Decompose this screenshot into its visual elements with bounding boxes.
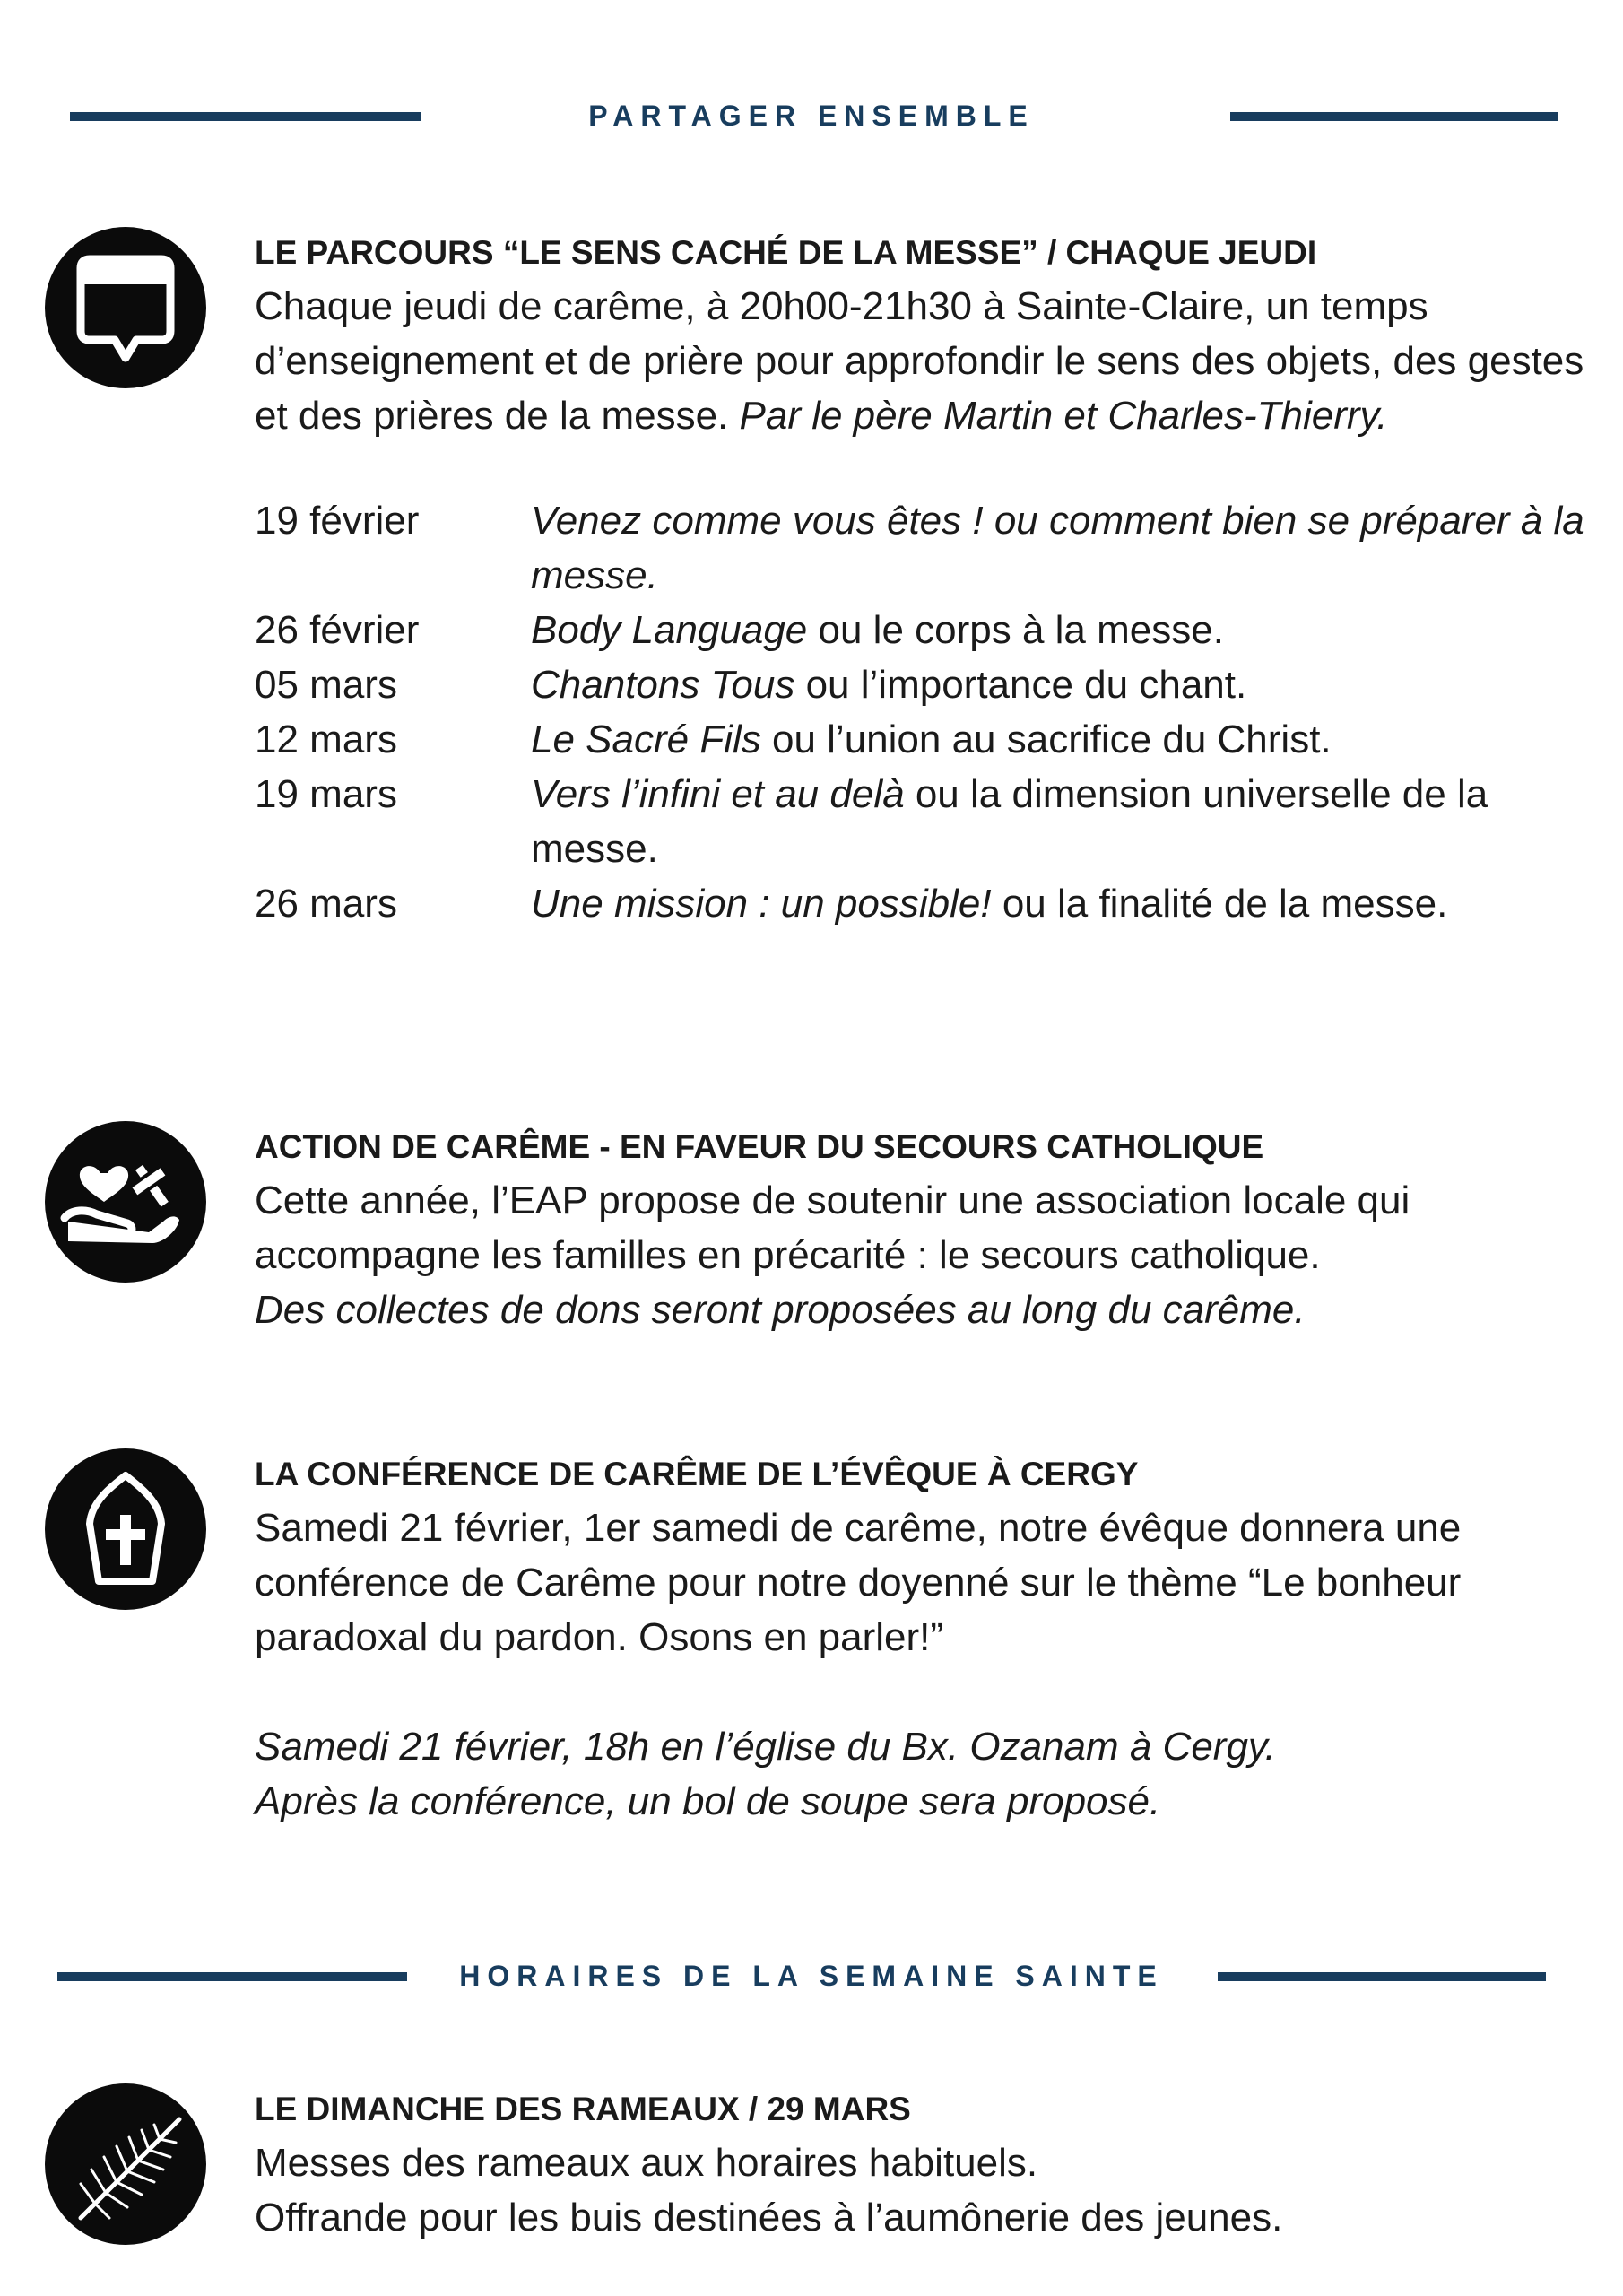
section-divider-semaine-sainte xyxy=(0,1958,1623,1994)
schedule-subtitle: ou l’union au sacrifice du Christ. xyxy=(760,718,1332,761)
schedule-theme: Venez comme vous êtes ! ou comment bien se préparer à la messe. xyxy=(531,499,1584,597)
action-content xyxy=(255,1121,1591,1337)
schedule-date: 05 mars xyxy=(255,663,397,707)
divider-title: HORAIRES DE LA SEMAINE SAINTE xyxy=(459,1960,1164,1992)
schedule-row xyxy=(255,493,1591,603)
conference-text: Samedi 21 février, 1er samedi de carême, notre évêque donnera une conférence de Carême pour notre doyenné sur le thème “Le bonheur paradoxal du pardon. Osons en parler!” xyxy=(255,1506,1462,1659)
schedule-theme: Chantons Tous xyxy=(531,663,795,707)
schedule-row xyxy=(255,657,1591,712)
parcours-title: LE PARCOURS “LE SENS CACHÉ DE LA MESSE” / CHAQUE JEUDI xyxy=(255,234,1317,271)
action-text: Cette année, l’EAP propose de soutenir une association locale qui accompagne les familles en précarité : le secours catholique. xyxy=(255,1178,1410,1277)
schedule-date: 12 mars xyxy=(255,718,397,761)
parcours-schedule xyxy=(255,493,1591,931)
schedule-date: 26 mars xyxy=(255,882,397,926)
conference-title: LA CONFÉRENCE DE CARÊME DE L’ÉVÊQUE À CERGY xyxy=(255,1456,1139,1492)
conference-content xyxy=(255,1448,1591,1829)
hand-heart-cross-icon xyxy=(45,1121,206,1283)
schedule-row xyxy=(255,603,1591,657)
schedule-subtitle: ou la finalité de la messe. xyxy=(991,882,1448,926)
schedule-subtitle: ou le corps à la messe. xyxy=(807,608,1224,652)
schedule-subtitle: ou l’importance du chant. xyxy=(794,663,1247,707)
schedule-desc xyxy=(531,876,1591,931)
rameaux-title: LE DIMANCHE DES RAMEAUX / 29 MARS xyxy=(255,2091,911,2127)
conference-date-line: Samedi 21 février, 18h en l’église du Bx. Ozanam à Cergy. xyxy=(255,1725,1276,1769)
conference-soup-line: Après la conférence, un bol de soupe sera proposé. xyxy=(255,1779,1161,1823)
parcours-speakers: Par le père Martin et Charles-Thierry. xyxy=(739,394,1388,438)
schedule-desc xyxy=(531,493,1591,603)
schedule-subtitle: ou la dimension universelle de la messe. xyxy=(531,772,1488,871)
divider-title: PARTAGER ENSEMBLE xyxy=(588,100,1035,132)
palm-leaf-icon xyxy=(45,2083,206,2245)
parcours-content xyxy=(255,227,1591,931)
schedule-theme: Vers l’infini et au delà xyxy=(531,772,905,816)
schedule-row xyxy=(255,712,1591,767)
schedule-date: 19 février xyxy=(255,499,420,543)
mitre-icon xyxy=(45,1448,206,1610)
rameaux-content xyxy=(255,2083,1591,2245)
schedule-date: 19 mars xyxy=(255,772,397,816)
parcours-text xyxy=(255,279,1591,443)
schedule-desc xyxy=(531,603,1591,657)
schedule-row xyxy=(255,767,1591,876)
schedule-desc xyxy=(531,767,1591,876)
rameaux-line-1: Messes des rameaux aux horaires habituels. xyxy=(255,2141,1038,2185)
rameaux-line-2: Offrande pour les buis destinées à l’aumônerie des jeunes. xyxy=(255,2196,1283,2239)
schedule-desc xyxy=(531,657,1591,712)
schedule-row xyxy=(255,876,1591,931)
schedule-date: 26 février xyxy=(255,608,420,652)
action-note: Des collectes de dons seront proposées au long du carême. xyxy=(255,1288,1306,1332)
action-title: ACTION DE CARÊME - EN FAVEUR DU SECOURS CATHOLIQUE xyxy=(255,1128,1264,1165)
section-divider-partager xyxy=(0,98,1623,134)
speech-bubble-icon xyxy=(45,227,206,388)
schedule-theme: Body Language xyxy=(531,608,808,652)
parcours-description: Chaque jeudi de carême, à 20h00-21h30 à Sainte-Claire, un temps d’enseignement et de prière pour approfondir le sens des objets, des gestes et des prières de la messe. xyxy=(255,284,1584,438)
schedule-theme: Une mission : un possible! xyxy=(531,882,992,926)
schedule-theme: Le Sacré Fils xyxy=(531,718,761,761)
schedule-desc xyxy=(531,712,1591,767)
conference-spacer xyxy=(255,1665,1591,1719)
